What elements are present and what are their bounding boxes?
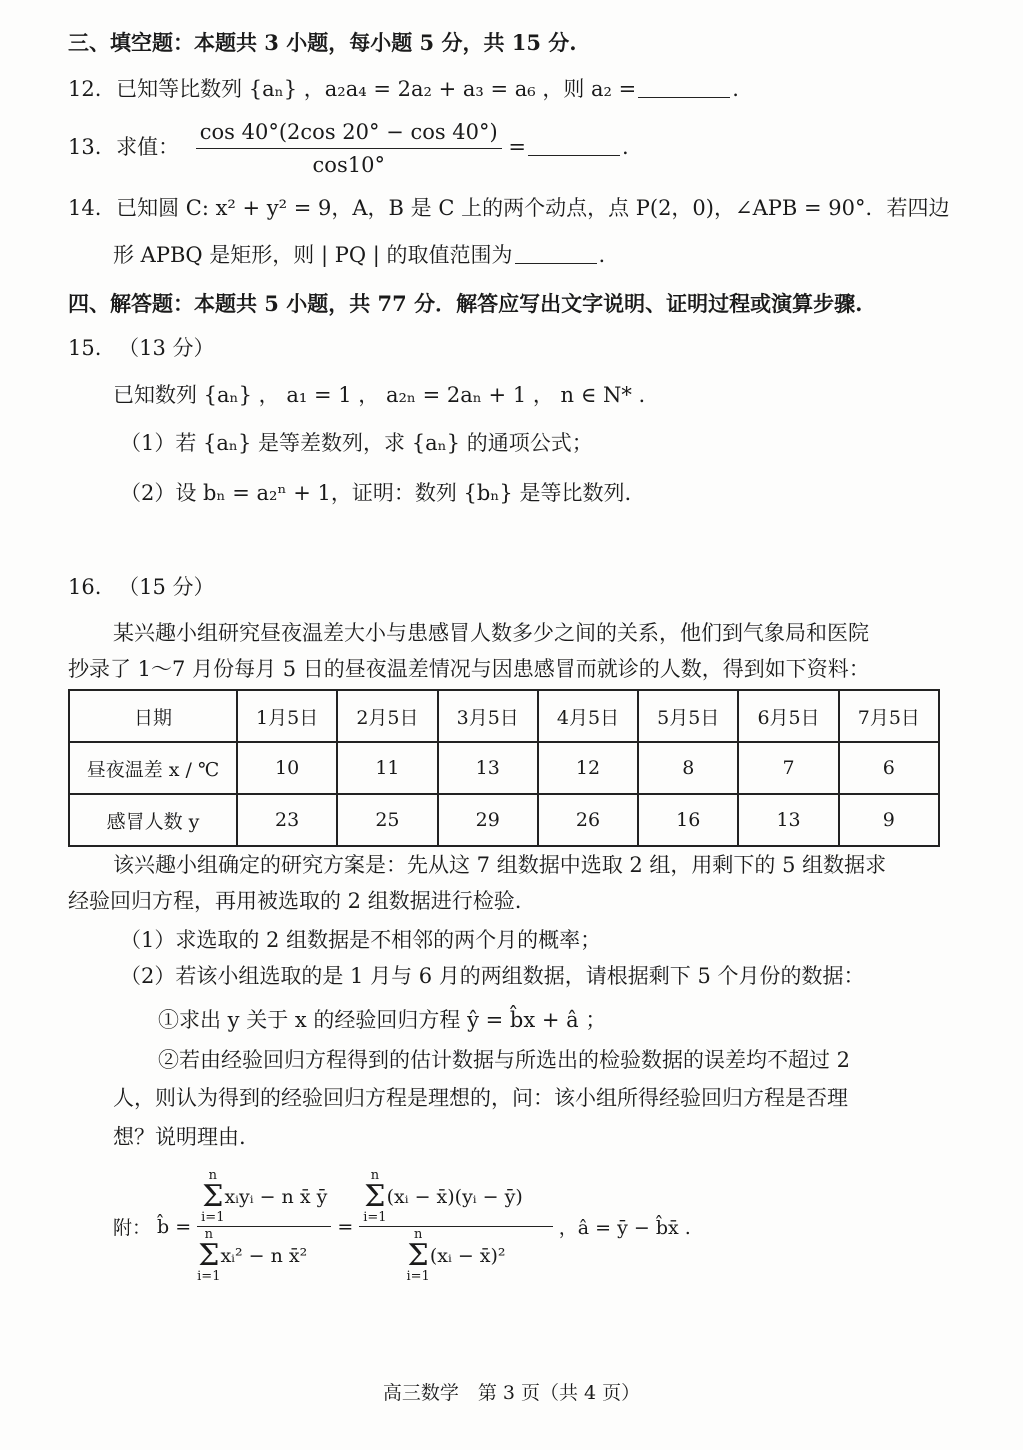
q13-label: 求值： (116, 135, 180, 159)
q16-plan-line2: 经验回归方程，再用被选取的 2 组数据进行检验. (68, 889, 522, 913)
sum-lower: i=1 (201, 1210, 225, 1225)
section-4-title: 四、解答题：本题共 5 小题，共 77 分．解答应写出文字说明、证明过程或演算步骤. (68, 291, 863, 316)
table-header-cell: 3月5日 (438, 690, 538, 742)
q13-number: 13. (68, 135, 102, 159)
table-cell: 13 (738, 794, 838, 846)
q13-end: . (622, 135, 629, 159)
q16-part-1: （1）求选取的 2 组数据是不相邻的两个月的概率； (120, 928, 602, 952)
formula-fraction-2 (359, 1170, 553, 1283)
table-cell: 6 (839, 742, 939, 794)
sum-sign: n Σ i=1 (406, 1227, 430, 1284)
table-row-label: 感冒人数 y (69, 794, 237, 846)
table-row-label: 昼夜温差 x / ℃ (69, 742, 237, 794)
q13-numerator: cos 40°(2cos 20° − cos 40°) (196, 118, 502, 149)
q16-part-2a: ①求出 y 关于 x 的经验回归方程 ŷ = b̂x + â ； (158, 1008, 607, 1032)
table-cell: 29 (438, 794, 538, 846)
q14-end: . (598, 243, 606, 267)
data-table (68, 689, 940, 847)
q14-line2: 形 APBQ 是矩形，则 | PQ | 的取值范围为 (113, 243, 513, 267)
q15-number: 15. (68, 336, 102, 360)
fraction-2-denominator (359, 1227, 553, 1283)
denominator-2-text: (xᵢ − x̄)² (429, 1245, 506, 1267)
question-16-header (68, 572, 215, 602)
q16-part-2b-line3: 想？说明理由. (113, 1125, 246, 1149)
question-14 (68, 193, 949, 223)
q12-text: 已知等比数列 {aₙ} ，a₂a₄ = 2a₂ + a₃ = a₆ ，则 a₂ = (116, 77, 637, 101)
formula-fraction-1 (197, 1170, 331, 1283)
sum-lower: i=1 (197, 1269, 221, 1284)
question-12 (68, 74, 739, 104)
q13-denominator: cos10° (312, 153, 385, 177)
sum-upper: n (208, 1168, 217, 1183)
q12-end: . (732, 77, 739, 101)
table-cell: 26 (538, 794, 638, 846)
fraction-1-numerator (197, 1170, 331, 1227)
table-cell: 9 (839, 794, 939, 846)
q12-answer-blank (638, 79, 730, 98)
q14-answer-blank (515, 245, 597, 264)
q13-answer-blank (528, 137, 620, 156)
table-cell: 13 (438, 742, 538, 794)
q13-fraction (196, 118, 502, 179)
table-cell: 7 (738, 742, 838, 794)
q13-equals: = (508, 135, 527, 159)
q16-plan-line1: 该兴趣小组确定的研究方案是：先从这 7 组数据中选取 2 组，用剩下的 5 组数据求 (113, 853, 887, 877)
sum-sign: n Σ i=1 (197, 1227, 221, 1284)
table-header-cell: 日期 (69, 690, 237, 742)
table-cell: 10 (237, 742, 337, 794)
sum-sign: n Σ i=1 (201, 1168, 225, 1225)
sum-sign: n Σ i=1 (363, 1168, 387, 1225)
numerator-2-text: (xᵢ − x̄)(yᵢ − ȳ) (386, 1186, 523, 1208)
sum-lower: i=1 (363, 1210, 387, 1225)
table-header-cell: 2月5日 (337, 690, 437, 742)
a-hat-formula: ，â = ȳ − b̂x̄ . (558, 1217, 691, 1239)
q15-part-2: （2）设 bₙ = a₂ⁿ + 1，证明：数列 {bₙ} 是等比数列. (120, 481, 632, 505)
table-cell: 12 (538, 742, 638, 794)
table-cell: 23 (237, 794, 337, 846)
q14-line1: 已知圆 C: x² + y² = 9，A，B 是 C 上的两个动点，点 P(2，0)，∠APB = 90°．若四边 (116, 196, 950, 220)
b-hat-symbol: b̂ = (157, 1215, 192, 1238)
table-header-cell: 5月5日 (638, 690, 738, 742)
sum-upper: n (413, 1227, 423, 1242)
q16-score: （15 分） (118, 575, 215, 599)
numerator-1-text: xᵢyᵢ − n x̄ ȳ (224, 1186, 328, 1208)
table-cell: 16 (638, 794, 738, 846)
table-header-row (69, 690, 939, 742)
table-header-cell: 1月5日 (237, 690, 337, 742)
q16-part-2b-line2: 人，则认为得到的经验回归方程是理想的，问：该小组所得经验回归方程是否理 (113, 1086, 848, 1110)
q15-part-1: （1）若 {aₙ} 是等差数列，求 {aₙ} 的通项公式； (120, 431, 593, 455)
section-3-title: 三、填空题：本题共 3 小题，每小题 5 分，共 15 分. (68, 30, 577, 55)
table-row-temperature (69, 742, 939, 794)
sum-upper: n (370, 1168, 380, 1183)
q16-appendix-formula (113, 1170, 691, 1283)
q16-intro-line1: 某兴趣小组研究昼夜温差大小与患感冒人数多少之间的关系，他们到气象局和医院 (113, 621, 869, 645)
q16-part-2: （2）若该小组选取的是 1 月与 6 月的两组数据，请根据剩下 5 个月份的数据： (120, 964, 865, 988)
q16-number: 16. (68, 575, 102, 599)
q15-stem: 已知数列 {aₙ} ， a₁ = 1 ， a₂ₙ = 2aₙ + 1 ， n ∈ N* . (113, 383, 646, 407)
question-15-header (68, 333, 215, 363)
formula-equals: = (337, 1215, 354, 1238)
sum-lower: i=1 (406, 1269, 430, 1284)
table-row-cold-count (69, 794, 939, 846)
q15-score: （13 分） (118, 336, 215, 360)
fraction-1-denominator (197, 1227, 331, 1283)
table-cell: 25 (337, 794, 437, 846)
question-13 (68, 118, 629, 179)
table-header-cell: 7月5日 (839, 690, 939, 742)
table-cell: 8 (638, 742, 738, 794)
table-header-cell: 4月5日 (538, 690, 638, 742)
q16-part-2b-line1: ②若由经验回归方程得到的估计数据与所选出的检验数据的误差均不超过 2 (158, 1048, 851, 1072)
question-14-line2 (113, 240, 605, 270)
appendix-label: 附： (113, 1217, 152, 1239)
table-header-cell: 6月5日 (738, 690, 838, 742)
page-footer: 高三数学 第 3 页（共 4 页） (382, 1382, 641, 1404)
fraction-2-numerator (359, 1170, 553, 1227)
sum-upper: n (204, 1227, 213, 1242)
denominator-1-text: xᵢ² − n x̄² (220, 1245, 308, 1267)
q12-number: 12. (68, 77, 102, 101)
q16-intro-line2: 抄录了 1～7 月份每月 5 日的昼夜温差情况与因患感冒而就诊的人数，得到如下资料： (68, 657, 870, 681)
q14-number: 14. (68, 196, 102, 220)
table-cell: 11 (337, 742, 437, 794)
